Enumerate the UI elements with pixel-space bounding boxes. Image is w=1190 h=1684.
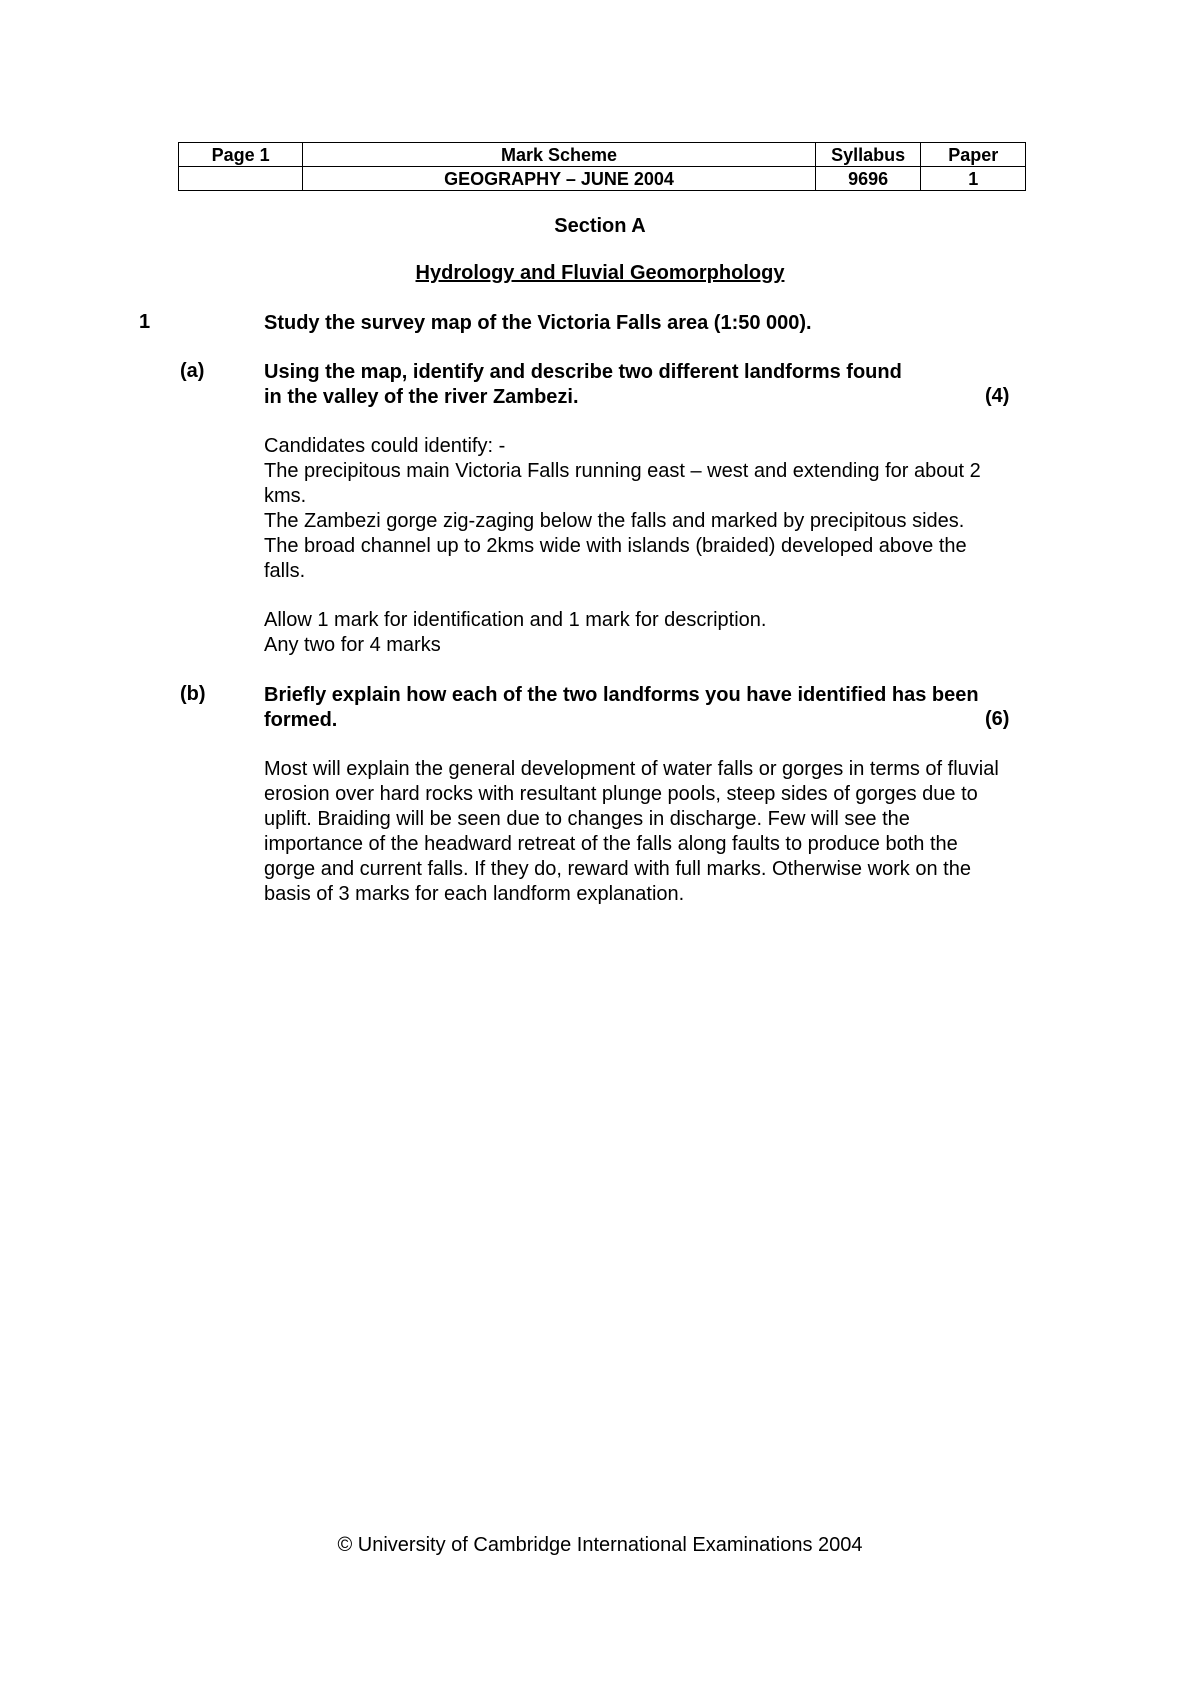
part-b-label: (b) <box>180 683 206 705</box>
part-a-marks: (4) <box>985 385 1010 407</box>
question-number: 1 <box>139 311 151 333</box>
part-b-question <box>264 683 1064 733</box>
header-subject: GEOGRAPHY – JUNE 2004 <box>303 167 815 191</box>
answer-line: kms. <box>264 485 307 507</box>
header-page-label: Page 1 <box>179 143 303 167</box>
part-b-line: formed. <box>264 709 338 731</box>
part-a-label: (a) <box>180 360 205 382</box>
section-subtitle-text: Hydrology and Fluvial Geomorphology <box>415 262 785 284</box>
answer-line: Most will explain the general development of water falls or gorges in terms of fluvial <box>264 758 999 780</box>
part-a-allow <box>264 608 1064 658</box>
part-a-question <box>264 360 1064 410</box>
header-row-1 <box>179 143 1026 167</box>
answer-line: basis of 3 marks for each landform explanation. <box>264 883 685 905</box>
answer-line: The Zambezi gorge zig-zaging below the falls and marked by precipitous sides. <box>264 510 965 532</box>
section-subtitle <box>0 262 1190 285</box>
answer-line: The precipitous main Victoria Falls running east – west and extending for about 2 <box>264 460 981 482</box>
header-syllabus-label: Syllabus <box>815 143 921 167</box>
part-b-marks: (6) <box>985 708 1010 730</box>
copyright-footer: © University of Cambridge International Examinations 2004 <box>337 1534 863 1556</box>
header-syllabus-code: 9696 <box>815 167 921 191</box>
question-text: Study the survey map of the Victoria Falls area (1:50 000). <box>264 312 812 334</box>
header-paper-number: 1 <box>921 167 1026 191</box>
answer-line: gorge and current falls. If they do, reward with full marks. Otherwise work on the <box>264 858 971 880</box>
header-row-2 <box>179 167 1026 191</box>
allow-line: Allow 1 mark for identification and 1 mark for description. <box>264 609 767 631</box>
part-a-line: Using the map, identify and describe two different landforms found <box>264 361 902 383</box>
part-a-answer <box>264 434 1064 584</box>
header-mark-scheme: Mark Scheme <box>303 143 815 167</box>
answer-line: erosion over hard rocks with resultant plunge pools, steep sides of gorges due to <box>264 783 978 805</box>
header-paper-label: Paper <box>921 143 1026 167</box>
part-b-answer <box>264 757 1064 907</box>
part-b-line: Briefly explain how each of the two landforms you have identified has been <box>264 684 979 706</box>
part-a-line: in the valley of the river Zambezi. <box>264 386 579 408</box>
answer-line: Candidates could identify: - <box>264 435 506 457</box>
answer-line: falls. <box>264 560 306 582</box>
answer-line: uplift. Braiding will be seen due to changes in discharge. Few will see the <box>264 808 910 830</box>
answer-line: The broad channel up to 2kms wide with islands (braided) developed above the <box>264 535 967 557</box>
answer-line: importance of the headward retreat of the falls along faults to produce both the <box>264 833 958 855</box>
header-table <box>178 142 1026 191</box>
header-empty-cell <box>179 167 303 191</box>
allow-line: Any two for 4 marks <box>264 634 441 656</box>
section-title: Section A <box>554 215 646 237</box>
